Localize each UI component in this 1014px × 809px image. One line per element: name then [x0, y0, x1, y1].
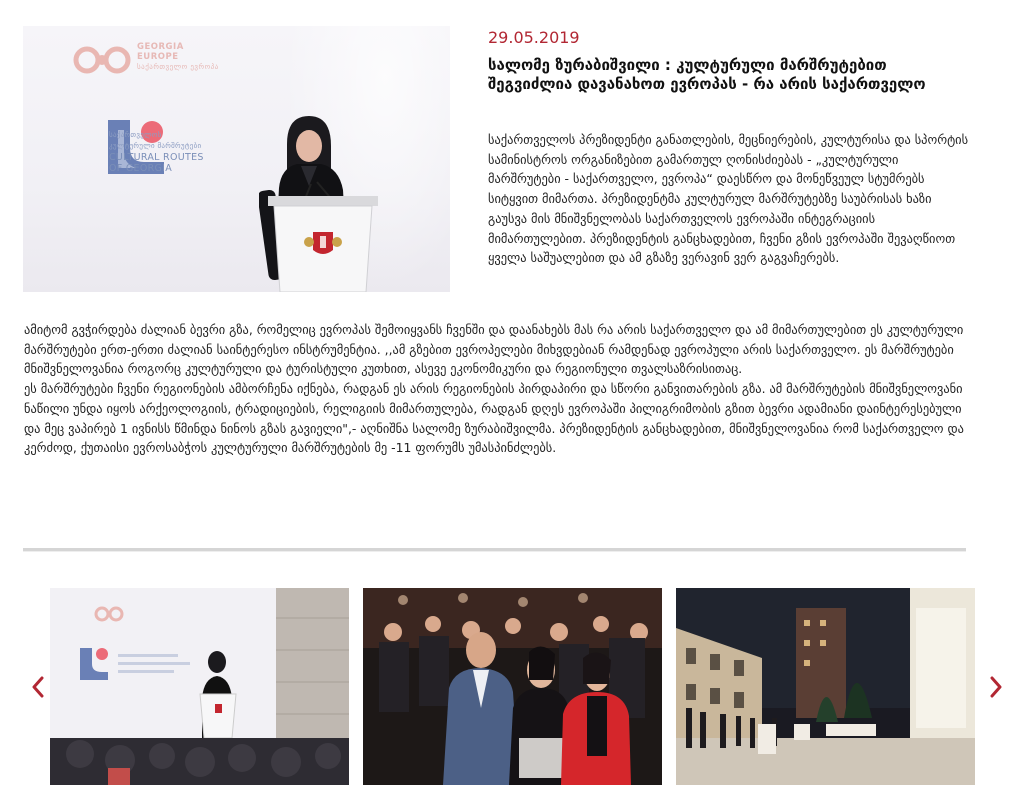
article-paragraph: ამიტომ გვჭირდება ძალიან ბევრი გზა, რომელიც ევროპას შემოიყვანს ჩვენში და დაანახებს მას რა არის საქართველო და ამ მიმართულებით ეს კულტურული მარშრუტები ერთ-ერთი ძალიან საინტერესო ინსტრუმენტია. ,,ამ გზებით ევროპელები მიხვდებიან რამდენად ევროპული არის საქართველო. ეს მარშრუტები მნიშვნელოვანია როგორც კულტურული და ტურისტული კუთხით, ასევე ეკონომიკური და რეგიონული თვალსაზრისითაც.	[24, 322, 964, 377]
article-hero-image	[23, 26, 450, 292]
article-paragraph: ეს მარშრუტები ჩვენი რეგიონების ამბორჩენა იქნება, რადგან ეს არის რეგიონების პირდაპირი და სწორი განვითარების გზა. ამ მარშრუტების მნიშვნელოვანი ნაწილი უნდა იყოს არქეოლოგიის, ტრადიციების, რელიგიის მიმართულება, რადგან დღეს ევროპაში პილიგრიმობის გზით ბევრი ადამიანი დაინტერესებული და მეც ვაპირებ 1 ივნისს წმინდა ნინოს გზას გავიელი",- აღნიშნა სალომე ზურაბიშვილმა. პრეზიდენტის განცხადებით, მნიშვნელოვანია რომ საქართველო და კერძოდ, ქუთაისი ევროსაბჭოს კულტურული მარშრუტების მე -11 ფორუმს უმასპინძლებს.	[24, 381, 964, 456]
article-body	[24, 320, 974, 458]
georgia-europe-logo	[71, 38, 231, 88]
gallery-thumbnail-conference-stage[interactable]	[50, 588, 349, 785]
cr-line-1: საქართველოს	[109, 131, 162, 139]
ge-logo-line-1: GEORGIA	[137, 42, 184, 52]
chevron-left-icon	[30, 676, 46, 698]
article-paragraph-side: საქართველოს პრეზიდენტი განათლების, მეცნიერების, კულტურისა და სპორტის სამინისტროს ორგანიზებით გამართულ ღონისძიებას - „კულტურული მარშრუტები - საქართველო, ევროპა“ დაესწრო და მონეწვეულ სტუმრებს სიტყვით მიმართა. პრეზიდენტმა კულტურულ მარშრუტებზე საუბრისას ხაზი გაუსვა მის მნიშვნელობას საქართველოს ევროპაში ინტეგრაციის მიმართულებით. პრეზიდენტის განცხადებით, ჩვენი გზის ევროპაში შევაღწიოთ ყველა საშუალებით და ამ გზაზე ვერავინ ვერ გაგვაჩერებს.	[488, 132, 969, 266]
gallery-next-button[interactable]	[988, 676, 1004, 698]
chevron-right-icon	[988, 676, 1004, 698]
article-date: 29.05.2019	[488, 28, 580, 47]
cr-line-4: OF GEORGIA	[109, 163, 173, 174]
cr-line-2: კულტურული მარშრუტები	[109, 142, 202, 150]
cr-line-3: CULTURAL ROUTES	[109, 152, 204, 163]
section-divider	[23, 548, 966, 552]
cultural-routes-text	[109, 130, 204, 174]
ge-logo-line-2: EUROPE	[137, 52, 179, 62]
georgia-europe-knot-icon	[71, 40, 133, 80]
gallery-thumbnail-audience[interactable]	[363, 588, 662, 785]
podium	[268, 196, 378, 292]
ge-logo-line-3: საქართველო ევროპა	[137, 63, 219, 71]
gallery-thumbnail-evening-courtyard[interactable]	[676, 588, 975, 785]
gallery-prev-button[interactable]	[30, 676, 46, 698]
article-title: სალომე ზურაბიშვილი : კულტურული მარშრუტებით შეგვიძლია დავანახოთ ევროპას - რა არის საქართველო	[488, 56, 926, 93]
